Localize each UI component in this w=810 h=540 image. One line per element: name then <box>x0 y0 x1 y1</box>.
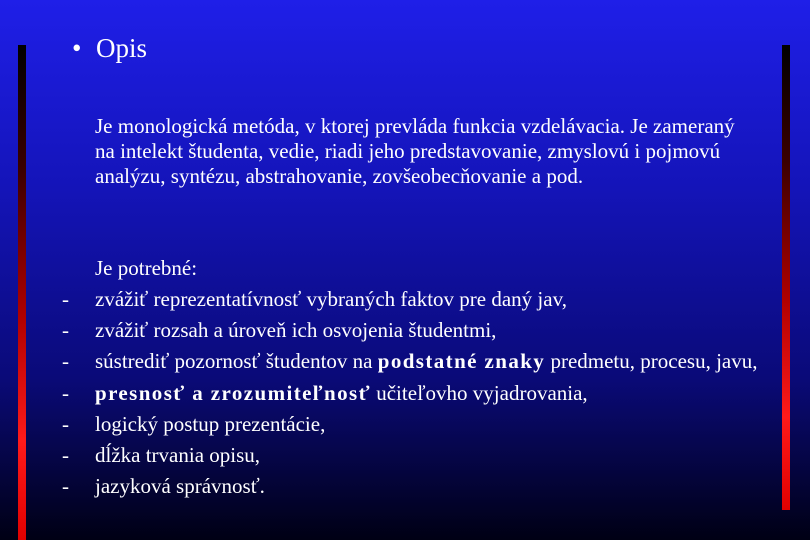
list-item <box>62 411 762 437</box>
list-intro: Je potrebné: <box>95 256 198 280</box>
dash-bullet: - <box>62 349 69 373</box>
left-decorative-bar <box>18 45 26 540</box>
right-decorative-bar <box>782 45 790 510</box>
dash-bullet: - <box>62 443 69 467</box>
list-item-text: jazyková správnosť. <box>95 474 265 498</box>
list-item-emphasis: podstatné znaky <box>377 349 546 373</box>
title-text: Opis <box>96 33 148 63</box>
list-item-text-after: učiteľovho vyjadrovania, <box>370 381 588 405</box>
list-item-text: dĺžka trvania opisu, <box>95 443 261 467</box>
description-paragraph: Je monologická metóda, v ktorej prevláda funkcia vzdelávacia. Je zameraný na intelekt študenta, vedie, riadi jeho predstavovanie, zmyslovú i pojmovú analýzu, syntézu, abstrahovanie, zovšeobecňovanie a pod. <box>95 114 735 188</box>
dash-bullet: - <box>62 412 69 436</box>
list-item <box>62 317 762 343</box>
list-item <box>62 286 762 312</box>
list-item-text: zvážiť reprezentatívnosť vybraných faktov pre daný jav, <box>95 287 567 311</box>
list-item-text: zvážiť rozsah a úroveň ich osvojenia študentmi, <box>95 318 497 342</box>
dash-bullet: - <box>62 474 69 498</box>
requirements-list <box>62 286 762 504</box>
dash-bullet: - <box>62 318 69 342</box>
dash-bullet: - <box>62 381 69 405</box>
list-item-text-before: sústrediť pozornosť študentov na <box>95 349 378 373</box>
dash-bullet: - <box>62 287 69 311</box>
list-item <box>62 380 762 406</box>
list-item-emphasis: presnosť a zrozumiteľnosť <box>95 381 371 405</box>
list-item-text-after: predmetu, procesu, javu, <box>545 349 758 373</box>
list-item-text: logický postup prezentácie, <box>95 412 326 436</box>
list-item <box>62 473 762 499</box>
slide-title <box>72 30 147 66</box>
list-item <box>62 348 762 374</box>
list-item <box>62 442 762 468</box>
title-bullet-icon: • <box>72 33 82 63</box>
